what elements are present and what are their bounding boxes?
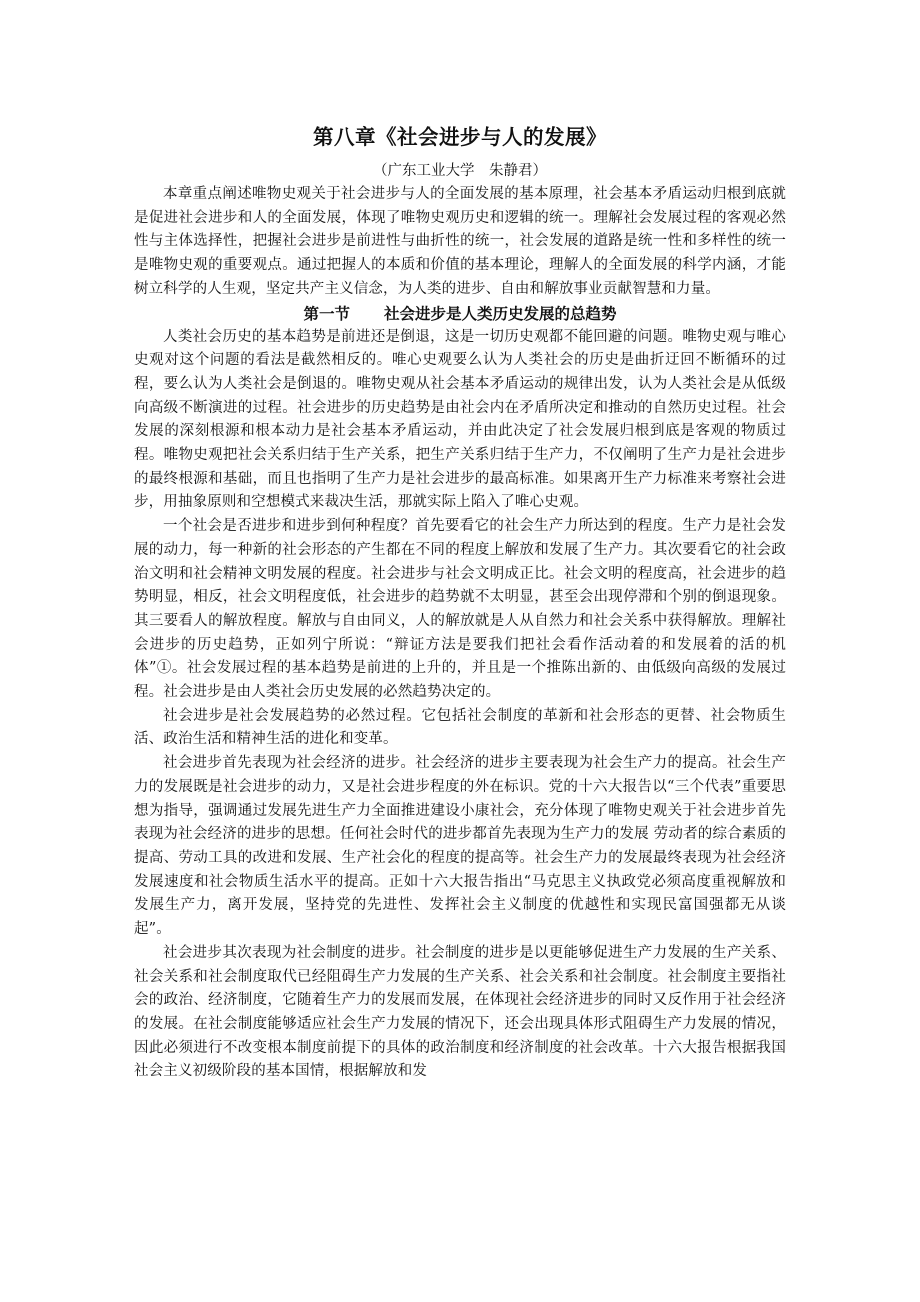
chapter-title: 第八章《社会进步与人的发展》 xyxy=(313,125,607,149)
body-paragraph: 社会进步是社会发展趋势的必然过程。它包括社会制度的革新和社会形态的更替、社会物质生活、政治生活和精神生活的进化和变革。 xyxy=(134,707,786,748)
section-number: 第一节 xyxy=(303,304,350,323)
intro-paragraph: 本章重点阐述唯物史观关于社会进步与人的全面发展的基本原理，社会基本矛盾运动归根到底就是促进社会进步和人的全面发展，体现了唯物史观历史和逻辑的统一。理解社会发展过程的客观必然性与主体选择性，把握社会进步是前进性与曲折性的统一，社会发展的道路是统一性和多样性的统一是唯物史观的重要观点。通过把握人的本质和价值的基本理论，理解人的全面发展的科学内涵，才能树立科学的人生观，坚定共产主义信念，为人类的进步、自由和解放事业贡献智慧和力量。 xyxy=(134,186,786,297)
document-body xyxy=(134,120,786,1084)
section-heading xyxy=(134,302,786,326)
body-paragraph: 人类社会历史的基本趋势是前进还是倒退，这是一切历史观都不能回避的问题。唯物史观与唯心史观对这个问题的看法是截然相反的。唯心史观要么认为人类社会的历史是曲折迂回不断循环的过程，要么认为人类社会是倒退的。唯物史观从社会基本矛盾运动的规律出发，认为人类社会是从低级向高级不断演进的过程。社会进步的历史趋势是由社会内在矛盾所决定和推动的自然历史过程。社会发展的深刻根源和根本动力是社会基本矛盾运动，并由此决定了社会发展归根到底是客观的物质过程。唯物史观把社会关系归结于生产关系，把生产关系归结于生产力，不仅阐明了生产力是社会进步的最终根源和基础，而且也指明了生产力是社会进步的最高标准。如果离开生产力标准来考察社会进步，用抽象原则和空想模式来裁决生活，那就实际上陷入了唯心史观。 xyxy=(134,328,786,511)
author-line: （广东工业大学 朱静君） xyxy=(373,163,547,179)
body-paragraph: 一个社会是否进步和进步到何种程度？首先要看它的社会生产力所达到的程度。生产力是社会发展的动力，每一种新的社会形态的产生都在不同的程度上解放和发展了生产力。其次要看它的社会政治文明和社会精神文明发展的程度。社会进步与社会文明成正比。社会文明的程度高，社会进步的趋势明显，相反，社会文明程度低，社会进步的趋势就不太明显，甚至会出现停滞和个别的倒退现象。其三要看人的解放程度。解放与自由同义，人的解放就是人从自然力和社会关系中获得解放。理解社会进步的历史趋势，正如列宁所说：“辩证方法是要我们把社会看作活动着的和发展着的活的机体”①。社会发展过程的基本趋势是前进的上升的，并且是一个推陈出新的、由低级向高级的发展过程。社会进步是由人类社会历史发展的必然趋势决定的。 xyxy=(134,518,786,701)
section-title: 社会进步是人类历史发展的总趋势 xyxy=(384,304,617,323)
body-paragraph: 社会进步其次表现为社会制度的进步。社会制度的进步是以更能够促进生产力发展的生产关系、社会关系和社会制度取代已经阻碍生产力发展的生产关系、社会关系和社会制度。社会制度主要指社会的政治、经济制度，它随着生产力的发展而发展，在体现社会经济进步的同时又反作用于社会经济的发展。在社会制度能够适应社会生产力发展的情况下，还会出现具体形式阻碍生产力发展的情况，因此必须进行不改变根本制度前提下的具体的政治制度和经济制度的社会改革。十六大报告根据我国社会主义初级阶段的基本国情，根据解放和发 xyxy=(134,944,786,1080)
body-paragraph: 社会进步首先表现为社会经济的进步。社会经济的进步主要表现为社会生产力的提高。社会生产力的发展既是社会进步的动力，又是社会进步程度的外在标识。党的十六大报告以“三个代表”重要思想为指导，强调通过发展先进生产力全面推进建设小康社会，充分体现了唯物史观关于社会进步首先表现为社会经济的进步的思想。任何社会时代的进步都首先表现为生产力的发展 劳动者的综合素质的提高、劳动工具的改进和发展、生产社会化的程度的提高等。社会生产力的发展最终表现为社会经济发展速度和社会物质生活水平的提高。正如十六大报告指出“马克思主义执政党必须高度重视解放和发展生产力，离开发展，坚持党的先进性、发挥社会主义制度的优越性和实现民富国强都无从谈起”。 xyxy=(134,755,786,938)
